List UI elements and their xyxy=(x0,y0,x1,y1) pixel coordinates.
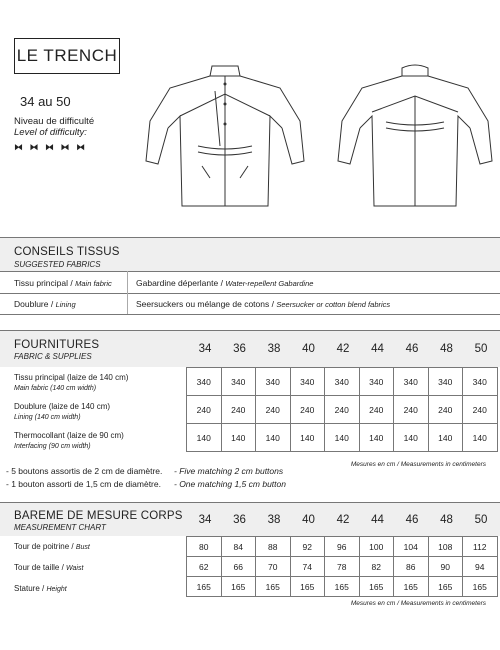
fabric-row-label: Doublure / Lining xyxy=(14,299,76,309)
table-cell: 94 xyxy=(463,557,498,577)
difficulty-label-en: Level of difficulty: xyxy=(14,127,87,138)
measurements-table xyxy=(186,536,498,597)
size-header: 42 xyxy=(336,514,350,526)
table-cell: 340 xyxy=(428,368,463,396)
table-cell: 112 xyxy=(463,537,498,557)
size-header: 50 xyxy=(474,343,488,355)
size-header: 48 xyxy=(440,514,453,526)
table-row xyxy=(187,368,498,396)
table-cell: 84 xyxy=(221,537,256,557)
table-cell: 66 xyxy=(221,557,256,577)
size-header: 42 xyxy=(336,343,350,355)
measurement-row-label: Tour de poitrine / Bust xyxy=(14,542,90,551)
table-cell: 340 xyxy=(394,368,429,396)
pattern-title: LE TRENCH xyxy=(16,46,118,65)
button-note-en: - One matching 1,5 cm button xyxy=(174,479,286,489)
table-cell: 86 xyxy=(394,557,429,577)
supplies-unit-note: Mesures en cm / Measurements in centimeters xyxy=(350,461,486,468)
pattern-title-box xyxy=(14,38,120,74)
size-header: 34 xyxy=(198,514,212,526)
table-cell: 140 xyxy=(428,424,463,452)
table-row xyxy=(187,557,498,577)
size-header: 44 xyxy=(371,514,384,526)
table-cell: 140 xyxy=(256,424,291,452)
measurement-row-label: Stature / Height xyxy=(14,584,67,593)
size-header: 48 xyxy=(440,343,453,355)
table-cell: 340 xyxy=(325,368,360,396)
table-row xyxy=(187,424,498,452)
table-cell: 82 xyxy=(359,557,394,577)
table-cell: 165 xyxy=(394,577,429,597)
table-cell: 340 xyxy=(290,368,325,396)
supply-row-label: Tissu principal (laize de 140 cm) Main fabric (140 cm width) xyxy=(14,373,129,392)
divider xyxy=(0,271,500,272)
table-cell: 140 xyxy=(221,424,256,452)
difficulty-label-fr: Niveau de difficulté xyxy=(14,116,95,127)
size-header: 44 xyxy=(371,343,384,355)
fabric-row-label: Tissu principal / Main fabric xyxy=(14,278,112,288)
table-cell: 340 xyxy=(463,368,498,396)
divider xyxy=(0,314,500,315)
table-cell: 240 xyxy=(463,396,498,424)
supplies-table xyxy=(186,367,498,452)
supplies-subtitle: FABRIC & SUPPLIES xyxy=(14,352,92,361)
table-cell: 240 xyxy=(394,396,429,424)
size-header: 46 xyxy=(405,514,419,526)
table-cell: 240 xyxy=(221,396,256,424)
table-cell: 62 xyxy=(187,557,222,577)
column-separator xyxy=(127,271,128,314)
size-header: 38 xyxy=(267,343,281,355)
table-cell: 240 xyxy=(256,396,291,424)
size-header: 40 xyxy=(302,343,315,355)
fabric-row-value: Gabardine déperlante / Water-repellent Gabardine xyxy=(136,278,314,288)
button-note-en: - Five matching 2 cm buttons xyxy=(174,466,284,476)
table-cell: 140 xyxy=(325,424,360,452)
bow-icon: ⧓ xyxy=(45,142,57,152)
supply-row-label: Doublure (laize de 140 cm) Lining (140 cm width) xyxy=(14,402,111,421)
size-header: 46 xyxy=(405,343,419,355)
trench-back-sketch xyxy=(330,56,500,216)
table-cell: 165 xyxy=(359,577,394,597)
table-cell: 140 xyxy=(394,424,429,452)
table-cell: 165 xyxy=(187,577,222,597)
table-cell: 140 xyxy=(290,424,325,452)
table-row xyxy=(187,577,498,597)
fabric-row-value: Seersuckers ou mélange de cotons / Seersucker or cotton blend fabrics xyxy=(136,299,391,309)
table-row xyxy=(187,396,498,424)
measurement-row-label: Tour de taille / Waist xyxy=(14,563,84,572)
button-note-fr: - 1 bouton assorti de 1,5 cm de diamètre. xyxy=(6,479,161,489)
table-cell: 340 xyxy=(359,368,394,396)
supplies-title: FOURNITURES xyxy=(14,339,100,351)
table-cell: 140 xyxy=(463,424,498,452)
size-range: 34 au 50 xyxy=(20,94,71,109)
bow-icon: ⧓ xyxy=(29,142,41,152)
table-cell: 340 xyxy=(187,368,222,396)
table-cell: 240 xyxy=(325,396,360,424)
size-header: 34 xyxy=(198,343,212,355)
table-cell: 165 xyxy=(428,577,463,597)
bow-icon: ⧓ xyxy=(76,142,88,152)
fabrics-title: CONSEILS TISSUS xyxy=(14,246,120,258)
table-cell: 165 xyxy=(256,577,291,597)
table-cell: 240 xyxy=(428,396,463,424)
table-cell: 140 xyxy=(187,424,222,452)
size-header: 38 xyxy=(267,514,281,526)
table-cell: 340 xyxy=(256,368,291,396)
bow-icon: ⧓ xyxy=(14,142,25,152)
measurements-unit-note: Mesures en cm / Measurements in centimeters xyxy=(350,600,486,607)
size-header: 36 xyxy=(233,343,246,355)
table-cell: 240 xyxy=(187,396,222,424)
table-cell: 240 xyxy=(290,396,325,424)
table-cell: 340 xyxy=(221,368,256,396)
table-cell: 100 xyxy=(359,537,394,557)
table-cell: 108 xyxy=(428,537,463,557)
table-cell: 90 xyxy=(428,557,463,577)
table-cell: 165 xyxy=(325,577,360,597)
table-cell: 80 xyxy=(187,537,222,557)
table-cell: 240 xyxy=(359,396,394,424)
bow-icon: ⧓ xyxy=(60,142,72,152)
fabrics-subtitle: SUGGESTED FABRICS xyxy=(14,260,101,269)
table-cell: 165 xyxy=(290,577,325,597)
size-header: 36 xyxy=(233,514,246,526)
button-note-fr: - 5 boutons assortis de 2 cm de diamètre. xyxy=(6,466,163,476)
table-cell: 96 xyxy=(325,537,360,557)
supply-row-label: Thermocollant (laize de 90 cm) Interfacing (90 cm width) xyxy=(14,431,124,450)
table-row xyxy=(187,537,498,557)
table-cell: 70 xyxy=(256,557,291,577)
table-cell: 78 xyxy=(325,557,360,577)
divider xyxy=(0,293,500,294)
size-header: 40 xyxy=(302,514,315,526)
difficulty-rating xyxy=(14,142,87,153)
trench-front-sketch xyxy=(140,56,310,216)
table-cell: 140 xyxy=(359,424,394,452)
measurements-title: BAREME DE MESURE CORPS xyxy=(14,510,183,522)
table-cell: 104 xyxy=(394,537,429,557)
table-cell: 88 xyxy=(256,537,291,557)
size-header: 50 xyxy=(474,514,488,526)
measurements-subtitle: MEASUREMENT CHART xyxy=(14,523,106,532)
table-cell: 165 xyxy=(221,577,256,597)
table-cell: 92 xyxy=(290,537,325,557)
table-cell: 74 xyxy=(290,557,325,577)
table-cell: 165 xyxy=(463,577,498,597)
